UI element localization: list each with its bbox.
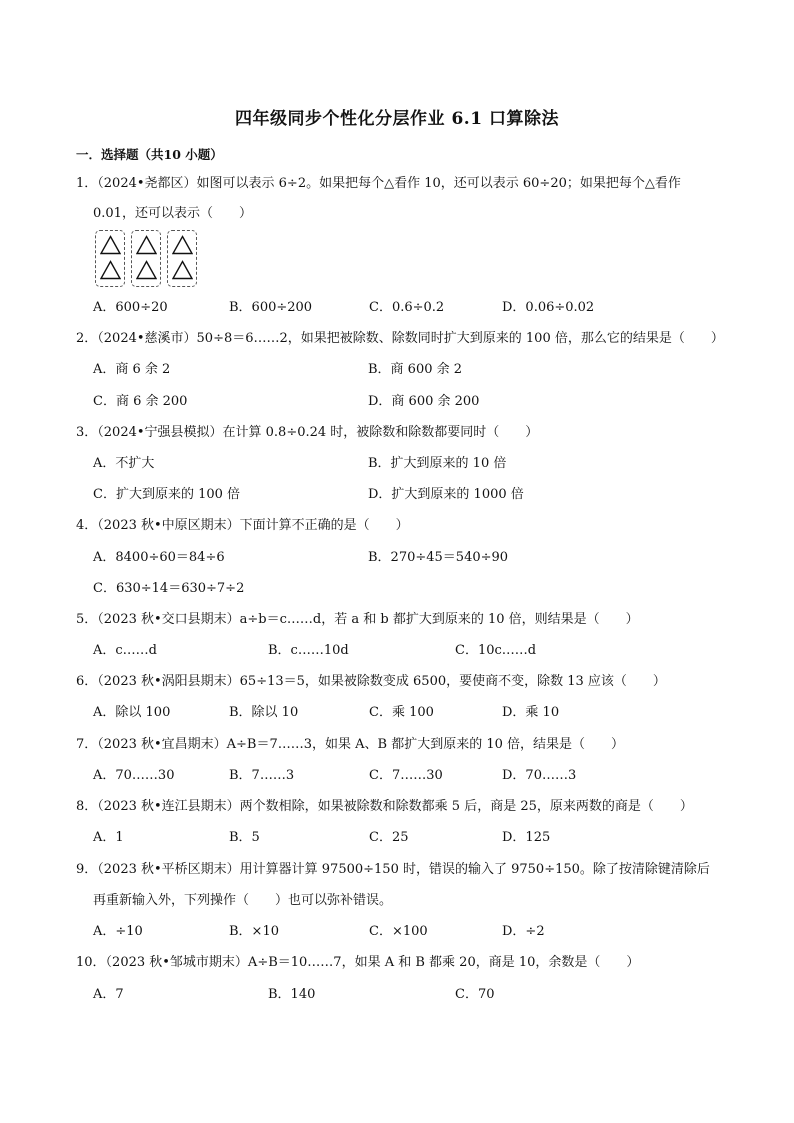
q8-option-a: A．1 xyxy=(93,830,124,845)
question-4-text: 4．（2023 秋•中原区期末）下面计算不正确的是（ ） xyxy=(76,518,409,533)
q5-option-a: A．c……d xyxy=(93,643,157,658)
q2-option-b: B．商 600 余 2 xyxy=(368,362,463,377)
q3-option-c: C．扩大到原来的 100 倍 xyxy=(93,487,241,502)
q6-option-c: C．乘 100 xyxy=(369,705,434,720)
q7-option-a: A．70……30 xyxy=(93,768,175,783)
question-8-text: 8．（2023 秋•连江县期末）两个数相除，如果被除数和除数都乘 5 后，商是 25，原来两数的商是（ ） xyxy=(76,799,693,814)
q9-option-c: C．×100 xyxy=(369,924,428,939)
q2-option-a: A．商 6 余 2 xyxy=(93,362,171,377)
q4-option-a: A．8400÷60＝84÷6 xyxy=(93,550,225,565)
q8-option-d: D．125 xyxy=(502,830,551,845)
q2-option-d: D．商 600 余 200 xyxy=(368,394,480,409)
q5-option-b: B．c……10d xyxy=(268,643,349,658)
q3-option-a: A．不扩大 xyxy=(93,456,155,471)
question-2-text: 2．（2024•慈溪市）50÷8＝6……2，如果把被除数、除数同时扩大到原来的 100 倍，那么它的结果是（ ） xyxy=(76,331,724,346)
q7-option-c: C．7……30 xyxy=(369,768,443,783)
q7-option-d: D．70……3 xyxy=(502,768,577,783)
question-9-text-cont: 再重新输入外，下列操作（ ）也可以弥补错误。 xyxy=(93,893,393,908)
q3-option-b: B．扩大到原来的 10 倍 xyxy=(368,456,507,471)
triangle-group-2 xyxy=(131,230,161,287)
q9-option-a: A．÷10 xyxy=(93,924,143,939)
question-3-text: 3．（2024•宁强县模拟）在计算 0.8÷0.24 时，被除数和除数都要同时（ ） xyxy=(76,425,539,440)
q3-option-d: D．扩大到原来的 1000 倍 xyxy=(368,487,524,502)
question-1-text-cont: 0.01，还可以表示（ ） xyxy=(93,206,252,221)
q8-option-c: C．25 xyxy=(369,830,409,845)
q6-option-b: B．除以 10 xyxy=(229,705,299,720)
q7-option-b: B．7……3 xyxy=(229,768,295,783)
section-heading: 一．选择题（共10 小题） xyxy=(76,147,223,162)
q1-option-c: C．0.6÷0.2 xyxy=(369,300,445,315)
question-1-text: 1．（2024•尧都区）如图可以表示 6÷2。如果把每个△看作 10，还可以表示 60÷20；如果把每个△看作 xyxy=(76,176,681,191)
page-title: 四年级同步个性化分层作业 6.1 口算除法 xyxy=(235,109,559,129)
q9-option-d: D．÷2 xyxy=(502,924,545,939)
q1-option-a: A．600÷20 xyxy=(93,300,168,315)
q9-option-b: B．×10 xyxy=(229,924,279,939)
q2-option-c: C．商 6 余 200 xyxy=(93,394,188,409)
q6-option-d: D．乘 10 xyxy=(502,705,560,720)
triangle-group-1 xyxy=(95,230,125,287)
q8-option-b: B．5 xyxy=(229,830,260,845)
q1-option-b: B．600÷200 xyxy=(229,300,313,315)
triangle-group-3 xyxy=(167,230,197,287)
question-10-text: 10．（2023 秋•邹城市期末）A÷B＝10……7，如果 A 和 B 都乘 20，商是 10，余数是（ ） xyxy=(76,955,640,970)
q10-option-c: C．70 xyxy=(455,987,495,1002)
q4-option-c: C．630÷14＝630÷7÷2 xyxy=(93,581,245,596)
q10-option-a: A．7 xyxy=(93,987,124,1002)
q1-option-d: D．0.06÷0.02 xyxy=(502,300,595,315)
question-6-text: 6．（2023 秋•涡阳县期末）65÷13＝5，如果被除数变成 6500，要使商不变，除数 13 应该（ ） xyxy=(76,674,666,689)
question-9-text: 9．（2023 秋•平桥区期末）用计算器计算 97500÷150 时，错误的输入了 9750÷150。除了按清除键清除后 xyxy=(76,862,710,877)
question-7-text: 7．（2023 秋•宜昌期末）A÷B＝7……3，如果 A、B 都扩大到原来的 10 倍，结果是（ ） xyxy=(76,737,625,752)
question-5-text: 5．（2023 秋•交口县期末）a÷b＝c……d，若 a 和 b 都扩大到原来的 10 倍，则结果是（ ） xyxy=(76,612,639,627)
q6-option-a: A．除以 100 xyxy=(93,705,171,720)
q10-option-b: B．140 xyxy=(268,987,316,1002)
q5-option-c: C．10c……d xyxy=(455,643,537,658)
q4-option-b: B．270÷45＝540÷90 xyxy=(368,550,509,565)
